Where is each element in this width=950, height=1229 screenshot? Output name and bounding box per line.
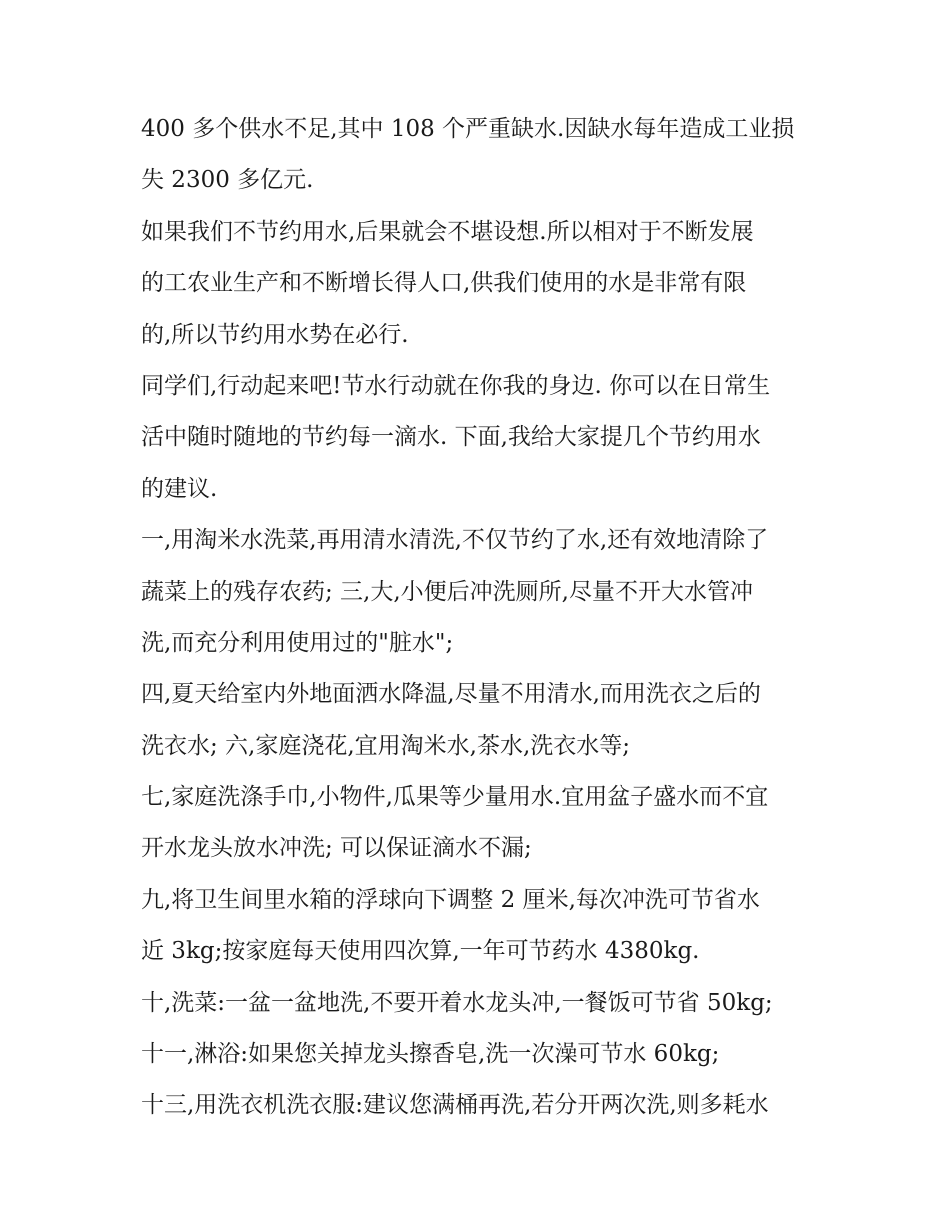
text-line: 十,洗菜:一盆一盆地洗,不要开着水龙头冲,一餐饭可节省 50kg; [141,989,773,1016]
text-line: 的,所以节约用水势在必行. [141,321,409,348]
text-line: 十一,淋浴:如果您关掉龙头擦香皂,洗一次澡可节水 60kg; [141,1041,720,1068]
text-line: 400 多个供水不足,其中 108 个严重缺水.因缺水每年造成工业损 [141,116,795,142]
text-line: 蔬菜上的残存农药; 三,大,小便后冲洗厕所,尽量不开大水管冲 [141,578,753,605]
text-line: 洗衣水; 六,家庭浇花,宜用淘米水,茶水,洗衣水等; [141,732,631,759]
text-line: 七,家庭洗涤手巾,小物件,瓜果等少量用水.宜用盆子盛水而不宜 [141,784,769,811]
text-line: 的建议. [141,475,218,502]
text-line: 一,用淘米水洗菜,再用清水清洗,不仅节约了水,还有效地清除了 [141,527,769,554]
document-body [141,104,821,1132]
text-line: 失 2300 多亿元. [141,167,314,194]
text-line: 如果我们不节约用水,后果就会不堪设想.所以相对于不断发展 [141,218,754,245]
text-line: 十三,用洗衣机洗衣服:建议您满桶再洗,若分开两次洗,则多耗水 [141,1092,769,1119]
text-line: 开水龙头放水冲洗; 可以保证滴水不漏; [141,835,532,862]
text-line: 活中随时随地的节约每一滴水. 下面,我给大家提几个节约用水 [141,424,761,451]
text-line: 洗,而充分利用使用过的"脏水"; [141,629,454,656]
text-line: 的工农业生产和不断增长得人口,供我们使用的水是非常有限 [141,270,747,297]
text-line: 四,夏天给室内外地面洒水降温,尽量不用清水,而用洗衣之后的 [141,681,761,708]
text-line: 同学们,行动起来吧!节水行动就在你我的身边. 你可以在日常生 [141,372,771,399]
text-line: 九,将卫生间里水箱的浮球向下调整 2 厘米,每次冲洗可节省水 [141,886,760,913]
text-line: 近 3kg;按家庭每天使用四次算,一年可节药水 4380kg. [141,938,700,965]
